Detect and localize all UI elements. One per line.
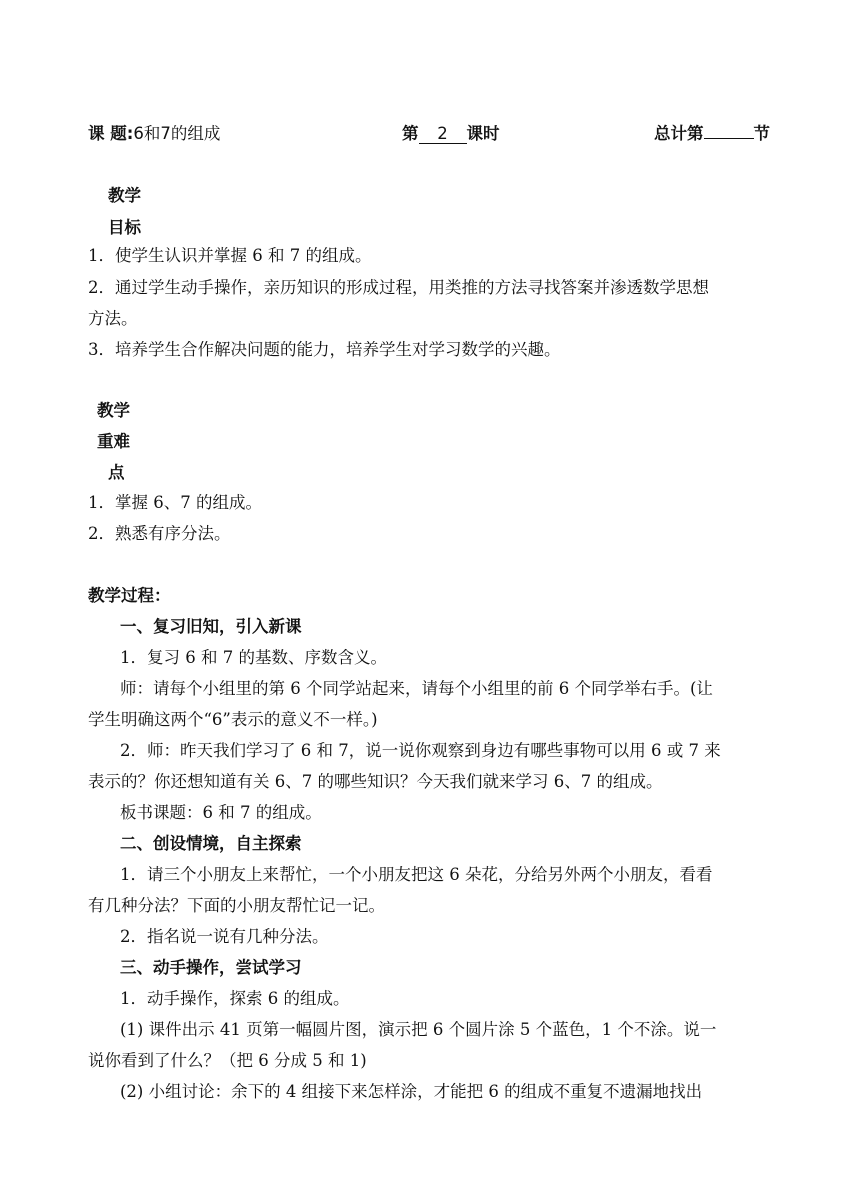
key-points-heading-1: 教学 xyxy=(97,401,130,420)
process-line: 1．请三个小朋友上来帮忙，一个小朋友把这 6 朵花，分给另外两个小朋友，看看 xyxy=(120,865,713,884)
lesson-number: 2 xyxy=(419,125,467,144)
process-line: 1．动手操作，探索 6 的组成。 xyxy=(120,989,350,1008)
goal-item: 3．培养学生合作解决问题的能力，培养学生对学习数学的兴趣。 xyxy=(88,340,561,359)
process-line: 表示的？你还想知道有关 6、7 的哪些知识？今天我们就来学习 6、7 的组成。 xyxy=(88,772,663,791)
process-line: 说你看到了什么？（把 6 分成 5 和 1) xyxy=(88,1051,367,1070)
lesson-header xyxy=(0,120,860,144)
process-line: 有几种分法？下面的小朋友帮忙记一记。 xyxy=(88,896,385,915)
section-heading: 一、复习旧知，引入新课 xyxy=(120,617,302,636)
course-title-text: 6和7的组成 xyxy=(133,124,221,143)
process-heading: 教学过程： xyxy=(88,586,171,605)
section-heading: 二、创设情境，自主探索 xyxy=(120,834,302,853)
process-line: 板书课题：6 和 7 的组成。 xyxy=(120,803,322,822)
key-point-item: 2．熟悉有序分法。 xyxy=(88,524,231,543)
process-line: (1) 课件出示 41 页第一幅圆片图，演示把 6 个圆片涂 5 个蓝色，1 个不涂。说一 xyxy=(120,1020,717,1039)
process-line: 学生明确这两个“6”表示的意义不一样。) xyxy=(88,710,378,729)
goal-item: 2．通过学生动手操作，亲历知识的形成过程，用类推的方法寻找答案并渗透数学思想 xyxy=(88,278,709,297)
goals-heading-1: 教学 xyxy=(108,186,141,205)
total-prefix: 总计第 xyxy=(654,124,704,143)
process-line: 师：请每个小组里的第 6 个同学站起来，请每个小组里的前 6 个同学举右手。(让 xyxy=(120,679,713,698)
process-line: (2) 小组讨论：余下的 4 组接下来怎样涂，才能把 6 的组成不重复不遗漏地找出 xyxy=(120,1082,703,1101)
lesson-suffix: 课时 xyxy=(466,124,500,143)
process-line: 2．指名说一说有几种分法。 xyxy=(120,927,329,946)
lesson-number-field xyxy=(402,120,500,144)
lesson-prefix: 第 xyxy=(402,124,419,143)
total-count-field xyxy=(654,120,770,144)
course-title xyxy=(88,120,220,144)
total-number xyxy=(704,138,754,139)
course-label: 课 题: xyxy=(88,124,134,143)
key-point-item: 1．掌握 6、7 的组成。 xyxy=(88,493,262,512)
key-points-heading-2: 重难 xyxy=(97,432,130,451)
section-heading: 三、动手操作，尝试学习 xyxy=(120,958,302,977)
goal-item: 1．使学生认识并掌握 6 和 7 的组成。 xyxy=(88,246,372,265)
total-suffix: 节 xyxy=(753,124,770,143)
key-points-heading-3: 点 xyxy=(108,463,125,482)
process-line: 1．复习 6 和 7 的基数、序数含义。 xyxy=(120,648,387,667)
process-line: 2．师：昨天我们学习了 6 和 7，说一说你观察到身边有哪些事物可以用 6 或 7 来 xyxy=(120,741,721,760)
goals-heading-2: 目标 xyxy=(108,218,141,237)
goal-item-continued: 方法。 xyxy=(88,309,138,328)
